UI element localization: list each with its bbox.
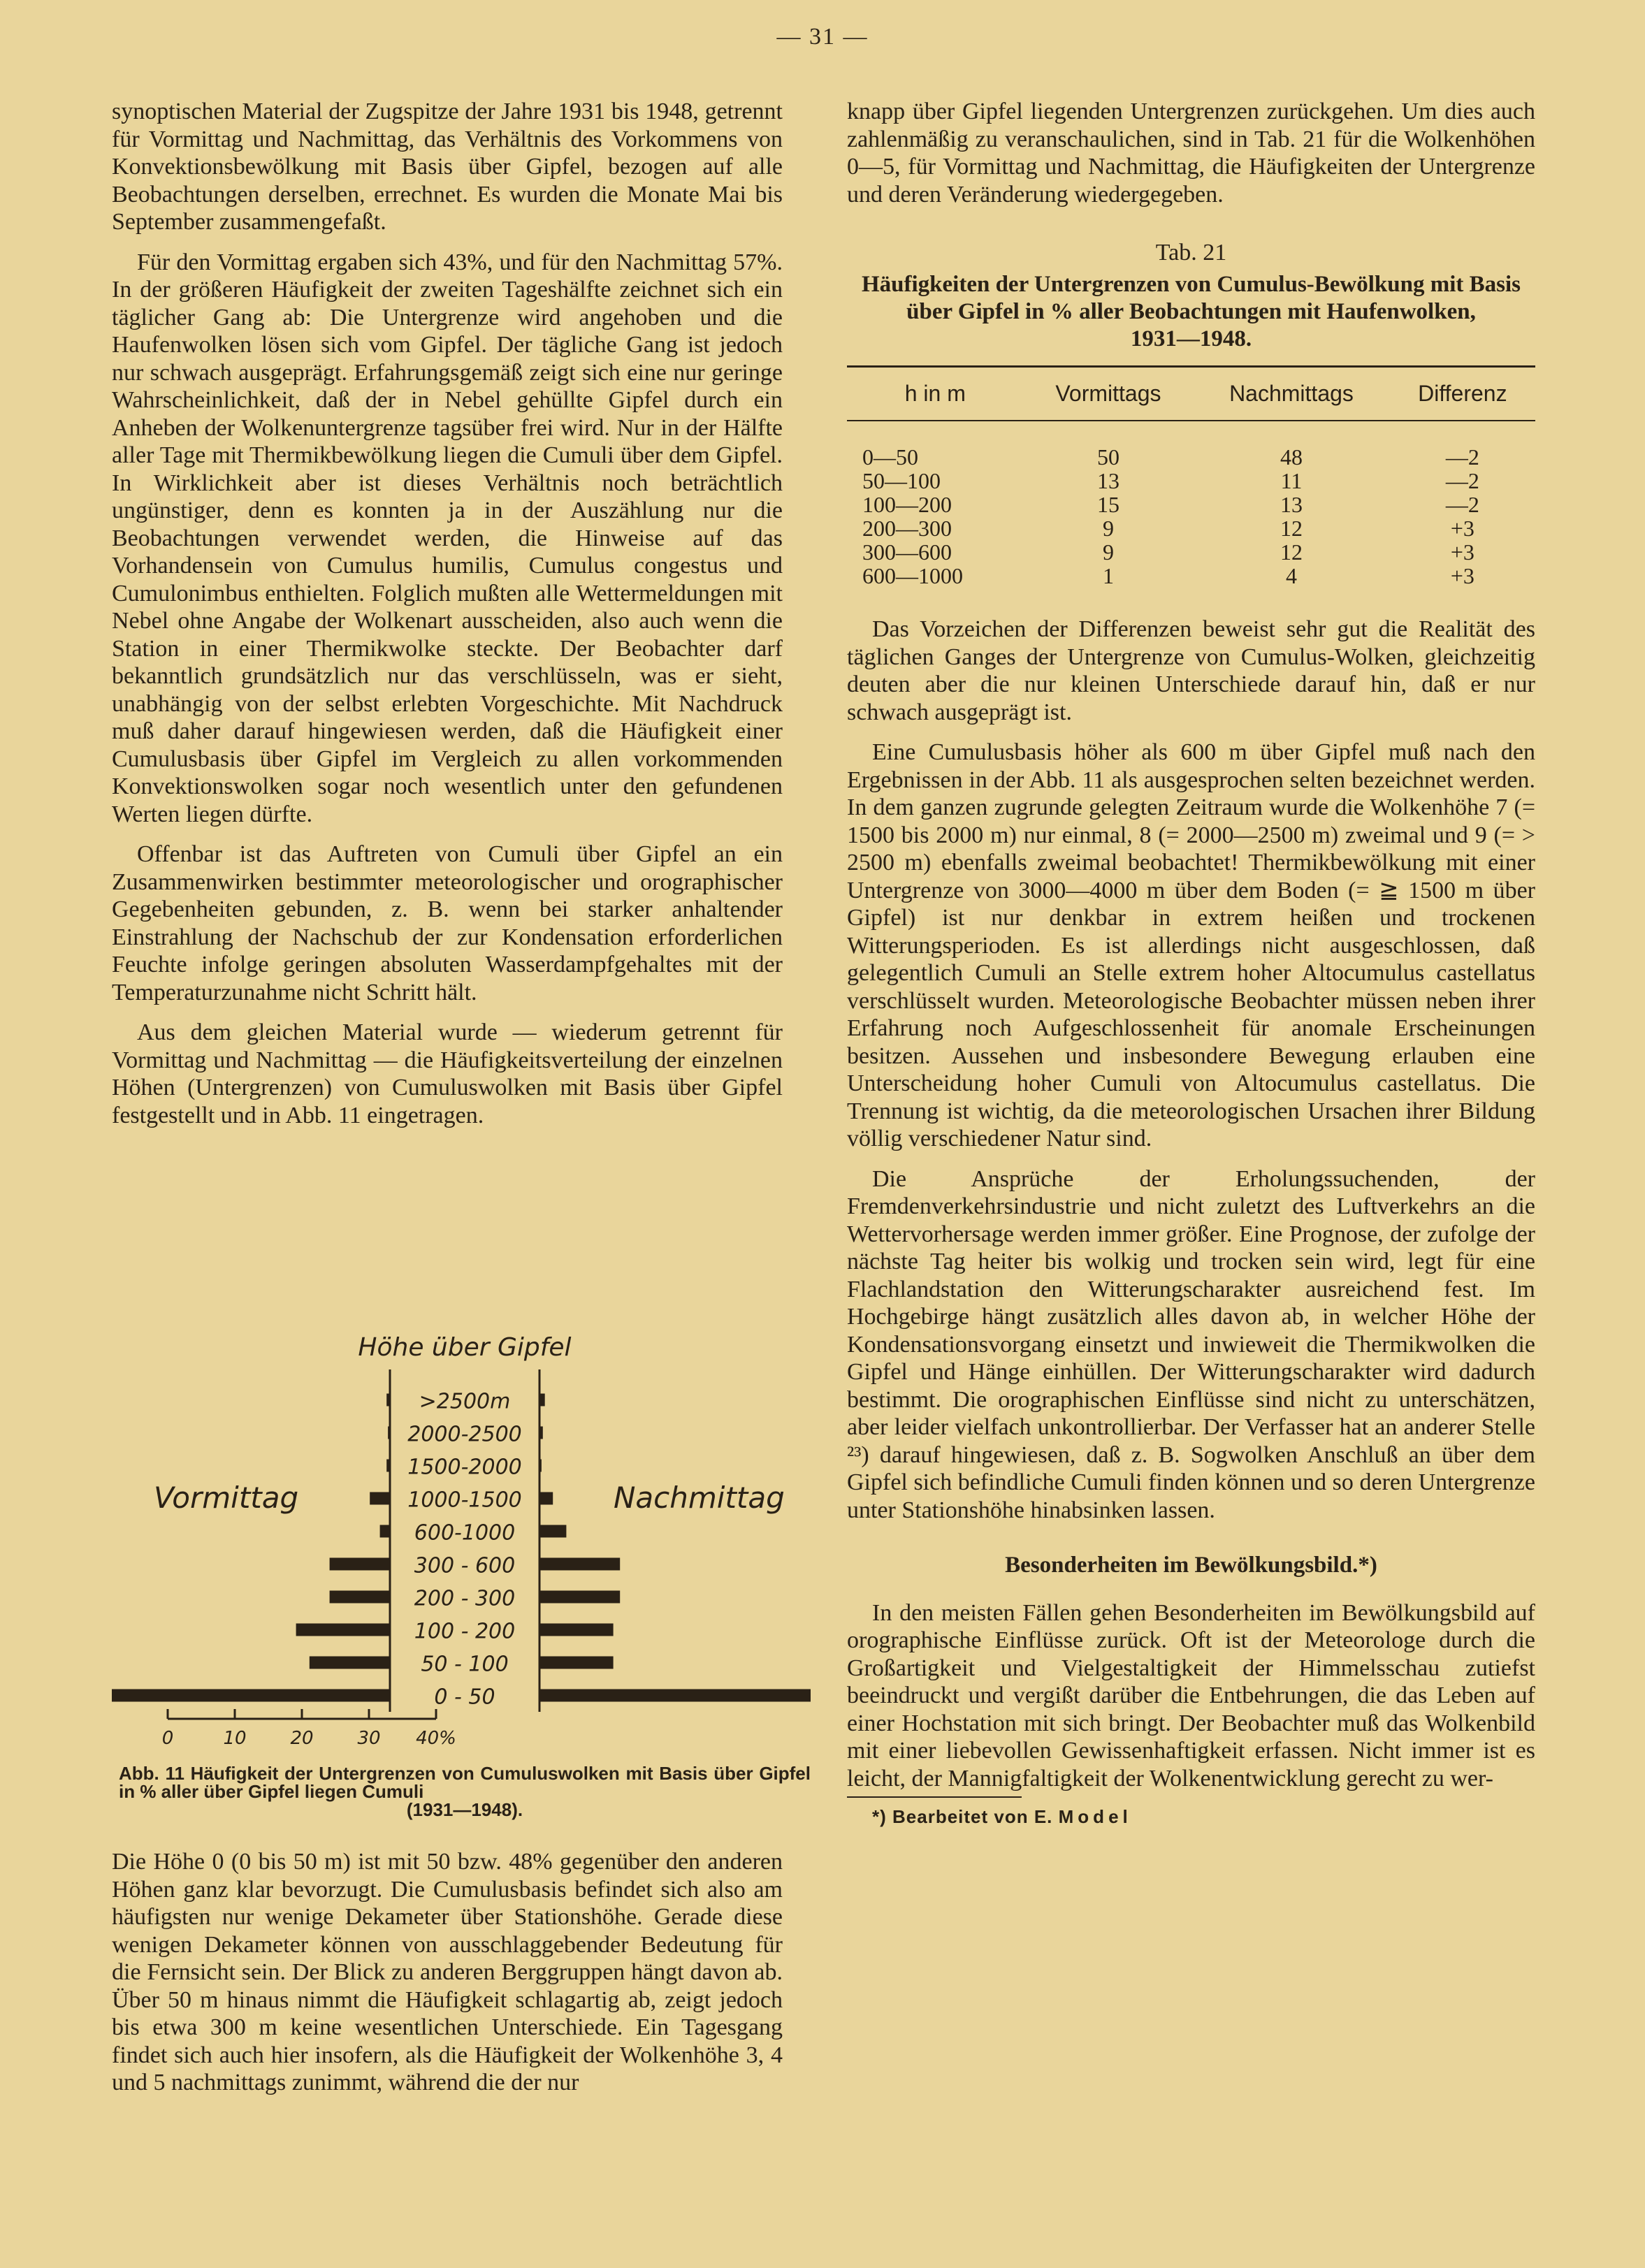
footnote-author: Model — [1058, 1806, 1132, 1827]
paragraph: Aus dem gleichen Material wurde — wiederum getrennt für Vormittag und Nachmittag — die Häufigkeitsverteilung der einzelnen Höhen (Untergrenzen) von Cumuluswolken mit Basis über Gipfel festgestellt und in Abb. 11 eingetragen. — [112, 1019, 783, 1128]
cell-height: 0—50 — [862, 444, 918, 470]
cell-nachmittags: 12 — [1280, 516, 1303, 541]
right-column — [847, 98, 1535, 1831]
figure-caption — [119, 1764, 811, 1819]
left-bottom-column — [112, 1848, 783, 2097]
table-21 — [847, 365, 1535, 588]
cell-vormittags: 50 — [1096, 444, 1119, 470]
column-header: Nachmittags — [1229, 380, 1354, 406]
section-heading: Besonderheiten im Bewölkungsbild.*) — [1005, 1553, 1377, 1578]
paragraph: Für den Vormittag ergaben sich 43%, und für den Nachmittag 57%. In der größeren Häufigkeit der zweiten Tageshälfte zeichnet sich ein täglicher Gang ab: Die Untergrenze wird angehoben und die Haufenwolken lösen sich vom Gipfel. Der tägliche Gang ist jedoch nur schwach ausgeprägt. Erfahrungsgemäß zeigt sich eine nur geringe Wahrscheinlichkeit, daß der in Nebel gehüllte Gipfel durch ein Anheben der Wolkenuntergrenze tagsüber frei wird. Nur in der Hälfte aller Tage mit Thermikbewölkung liegen die Cumuli über dem Gipfel. In Wirklichkeit aber ist dieses Verhältnis noch beträchtlich ungünstiger, denn es konnten ja in der Auszählung nur die Beobachtungen verwendet werden, die Hinweise auf das Vorhandensein von Cumulus humilis, Cumulus congestus und Cumulonimbus enthielten. Folglich mußten alle Wettermeldungen mit Nebel ohne Angabe der Wolkenart ausscheiden, also auch wenn die Station in einer Thermikwolke steckte. Der Beobachter darf bekanntlich grundsätzlich nur das verschlüsseln, was er sieht, unabhängig von der selbst erlebten Vorgeschichte. Mit Nachdruck muß daher darauf hingewiesen werden, daß die Häufigkeit einer Cumulusbasis über Gipfel im Vergleich zu allen vorkommenden Konvektionswolken sogar noch wesentlich unter den gefundenen Werten liegen dürfte. — [112, 249, 783, 827]
paragraph: Offenbar ist das Auftreten von Cumuli über Gipfel an ein Zusammenwirken bestimmter meteorologischer und orographischer Gegebenheiten gebunden, z. B. wenn bei starker anhaltender Einstrahlung der Nachschub der zur Kondensation erforderlichen Feuchte infolge geringen absoluten Wasserdampfgehaltes mit der Temperaturzunahme nicht Schritt hält. — [112, 841, 783, 1005]
x-tick-label: 40% — [416, 1728, 456, 1749]
category-label: 1500-2000 — [407, 1455, 522, 1480]
bar-vormittag — [386, 1394, 390, 1406]
category-label: 0 - 50 — [434, 1685, 495, 1710]
cell-height: 300—600 — [862, 539, 952, 565]
table-caption-text: Häufigkeiten der Untergrenzen von Cumulus-Bewölkung mit Basis über Gipfel in % aller Beobachtungen mit Haufenwolken, — [861, 271, 1521, 324]
cell-height: 100—200 — [862, 492, 952, 517]
cell-nachmittags: 12 — [1280, 539, 1303, 565]
bar-vormittag — [370, 1492, 390, 1505]
cell-differenz: +3 — [1450, 516, 1474, 541]
bar-nachmittag — [539, 1558, 620, 1571]
bar-nachmittag — [539, 1394, 545, 1406]
table-row — [847, 564, 1535, 588]
x-tick-label: 30 — [357, 1728, 381, 1749]
bar-vormittag — [112, 1689, 390, 1702]
bar-nachmittag — [539, 1525, 566, 1538]
column-header: h in m — [904, 380, 966, 406]
cell-vormittags: 9 — [1102, 539, 1114, 565]
bar-vormittag — [296, 1624, 390, 1636]
footnote-text: *) Bearbeitet von E. — [872, 1806, 1053, 1827]
bar-nachmittag — [539, 1427, 543, 1439]
category-label: 50 - 100 — [421, 1652, 509, 1677]
table-row — [847, 540, 1535, 564]
paragraph: In den meisten Fällen gehen Besonderheiten im Bewölkungsbild auf orographische Einflüsse zurück. Oft ist der Meteorologe durch die Großartigkeit und Vielgestaltigkeit der Himmelsschau zutiefst beeindruckt und vergißt darüber die Entbehrungen, die das Leben auf einer Hochstation mit sich bringt. Der Beobachter muß das Wolkenbild mit einer liebevollen Gewissenhaftigkeit erfassen. Nicht immer ist es leicht, der Mannigfaltigkeit der Wolkenentwicklung gerecht zu wer- — [847, 1599, 1535, 1791]
cell-nachmittags: 11 — [1280, 468, 1303, 493]
cell-nachmittags: 4 — [1285, 563, 1297, 588]
figure-caption-years: (1931—1948). — [406, 1799, 523, 1820]
cell-vormittags: 9 — [1102, 516, 1114, 541]
bar-vormittag — [330, 1591, 390, 1604]
bar-vormittag — [310, 1657, 390, 1669]
column-header: Differenz — [1418, 380, 1507, 406]
cell-height: 200—300 — [862, 516, 952, 541]
column-header: Vormittags — [1055, 380, 1161, 406]
cell-nachmittags: 13 — [1280, 492, 1303, 517]
category-label: 1000-1500 — [407, 1488, 522, 1513]
bar-vormittag — [386, 1460, 390, 1472]
bar-nachmittag — [539, 1460, 542, 1472]
bar-vormittag — [380, 1525, 390, 1538]
cell-vormittags: 13 — [1096, 468, 1119, 493]
bar-nachmittag — [539, 1624, 614, 1636]
x-tick-label: 0 — [161, 1728, 174, 1749]
table-row — [847, 469, 1535, 493]
paragraph: knapp über Gipfel liegenden Untergrenzen zurückgehen. Um dies auch zahlenmäßig zu veranschaulichen, sind in Tab. 21 für die Wolkenhöhen 0—5, für Vormittag und Nachmittag, die Häufigkeiten der Untergrenze und deren Veränderung wiedergegeben. — [847, 99, 1535, 208]
footnote — [847, 1803, 1535, 1831]
category-label: 200 - 300 — [414, 1586, 516, 1611]
table-row — [847, 493, 1535, 516]
footnote-divider — [847, 1796, 1022, 1798]
figure-caption-text: Abb. 11 Häufigkeit der Untergrenzen von Cumuluswolken mit Basis über Gipfel in % aller über Gipfel liegen Cumuli — [119, 1763, 811, 1802]
cell-vormittags: 15 — [1096, 492, 1119, 517]
table-row — [847, 516, 1535, 540]
category-label: 100 - 200 — [414, 1619, 516, 1644]
category-label: >2500m — [419, 1389, 511, 1414]
table-header-row — [847, 366, 1535, 421]
table-row — [847, 421, 1535, 469]
table-caption — [847, 271, 1535, 353]
table-title: Tab. 21 — [1155, 240, 1227, 266]
page-number: — 31 — — [776, 24, 869, 50]
bar-chart — [112, 1328, 811, 1761]
left-column — [112, 98, 783, 1142]
cell-differenz: —2 — [1445, 468, 1479, 493]
bar-vormittag — [388, 1427, 390, 1439]
bar-nachmittag — [539, 1591, 620, 1604]
bar-vormittag — [330, 1558, 390, 1571]
category-label: 2000-2500 — [407, 1422, 522, 1447]
cell-nachmittags: 48 — [1280, 444, 1303, 470]
cell-height: 50—100 — [862, 468, 941, 493]
x-tick-label: 10 — [223, 1728, 247, 1749]
paragraph: Eine Cumulusbasis höher als 600 m über Gipfel muß nach den Ergebnissen in der Abb. 11 als ausgesprochen selten bezeichnet werden. In dem ganzen zugrunde gelegten Zeitraum wurde die Wolkenhöhe 7 (= 1500 bis 2000 m) nur einmal, 8 (= 2000—2500 m) zweimal und 9 (= > 2500 m) ebenfalls zweimal beobachtet! Thermikbewölkung mit einer Untergrenze von 3000—4000 m über dem Boden (= ≧ 1500 m über Gipfel) ist nur denkbar in extrem heißen und trockenen Witterungsperioden. Es ist allerdings nicht ausgeschlossen, daß gelegentlich Cumuli an Stelle extrem hoher Altocumulus castellatus verschlüsselt wurden. Meteorologische Beobachter müssen neben ihrer Erfahrung noch Aufgeschlossenheit für anomale Erscheinungen besitzen. Aussehen und insbesondere Bewegung erlauben eine Unterscheidung hoher Cumuli von Altocumulus castellatus. Die Trennung ist wichtig, da die meteorologischen Ursachen ihrer Bildung völlig verschiedener Natur sind. — [847, 739, 1535, 1151]
x-tick-label: 20 — [290, 1728, 314, 1749]
cell-differenz: +3 — [1450, 563, 1474, 588]
paragraph: Die Höhe 0 (0 bis 50 m) ist mit 50 bzw. 48% gegenüber den anderen Höhen ganz klar bevorzugt. Die Cumulusbasis befindet sich also am häufigsten nur wenige Dekameter über Stationshöhe. Gerade diese wenigen Dekameter können von ausschlaggebender Bedeutung für die Fernsicht sein. Der Blick zu anderen Berggruppen hängt davon ab. Über 50 m hinaus nimmt die Häufigkeit schlagartig ab, zeigt jedoch bis etwa 300 m keine wesentlichen Unterschiede. Ein Tagesgang findet sich auch hier insofern, als die Häufigkeit der Wolkenhöhe 3, 4 und 5 nachmittags zunimmt, während die der nur — [112, 1849, 783, 2095]
cell-differenz: +3 — [1450, 539, 1474, 565]
category-label: 600-1000 — [414, 1520, 516, 1546]
category-label: 300 - 600 — [414, 1553, 516, 1578]
cell-differenz: —2 — [1445, 492, 1479, 517]
paragraph: synoptischen Material der Zugspitze der Jahre 1931 bis 1948, getrennt für Vormittag und Nachmittag, das Verhältnis des Vorkommens von Konvektionsbewölkung mit Basis über Gipfel, bezogen auf alle Beobachtungen derselben, errechnet. Es wurden die Monate Mai bis September zusammengefaßt. — [112, 99, 783, 235]
bar-nachmittag — [539, 1492, 553, 1505]
series-label-nachmittag: Nachmittag — [614, 1481, 785, 1515]
chart-title: Höhe über Gipfel — [358, 1333, 572, 1362]
paragraph: Das Vorzeichen der Differenzen beweist sehr gut die Realität des täglichen Ganges der Untergrenze von Cumulus-Wolken, gleichzeitig deuten aber die nur kleinen Unterschiede darauf hin, daß er nur schwach ausgeprägt ist. — [847, 616, 1535, 725]
cell-vormittags: 1 — [1102, 563, 1114, 588]
bar-nachmittag — [539, 1689, 811, 1702]
paragraph: Die Ansprüche der Erholungssuchenden, der Fremdenverkehrsindustrie und nicht zuletzt des Luftverkehrs an die Wettervorhersage werden immer größer. Eine Prognose, der zufolge der nächste Tag heiter bis wolkig und trocken sein wird, legt für eine Flachlandstation den Witterungscharakter ausreichend fest. Im Hochgebirge hängt zusätzlich alles davon ab, in welcher Höhe der Kondensationsvorgang einsetzt und inwieweit die Thermikwolken die Gipfel und Hänge einhüllen. Der Witterungscharakter wird dadurch bestimmt. Die orographischen Einflüsse sind nicht zu unterschätzen, aber leider vielfach unkontrollierbar. Der Verfasser hat an anderer Stelle ²³) darauf hingewiesen, daß z. B. Sogwolken Anschluß an über dem Gipfel sich befindliche Cumuli finden können und so deren Untergrenze unter Stationshöhe hinabsinken lassen. — [847, 1165, 1535, 1523]
table-caption-years: 1931—1948. — [1130, 326, 1252, 351]
bar-nachmittag — [539, 1657, 614, 1669]
cell-height: 600—1000 — [862, 563, 963, 588]
cell-differenz: —2 — [1445, 444, 1479, 470]
series-label-vormittag: Vormittag — [154, 1481, 299, 1515]
